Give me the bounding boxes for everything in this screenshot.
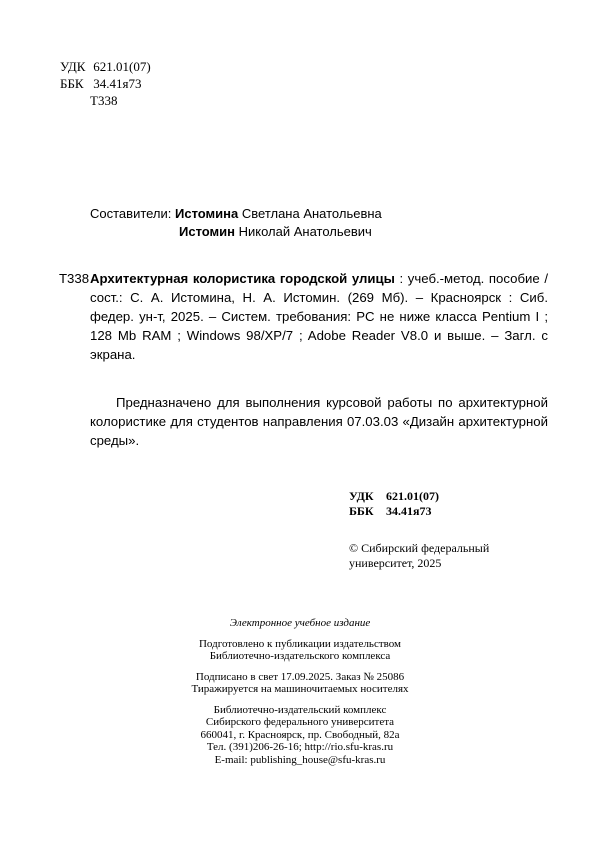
bbk-label: ББК <box>60 76 84 91</box>
compiler1-name: Светлана Анатольевна <box>241 206 382 221</box>
classification-block <box>60 58 151 109</box>
bbk-repeat-label: ББК <box>349 504 374 518</box>
udk-repeat-row <box>349 489 439 504</box>
compilers-label: Составители: <box>90 206 172 221</box>
address-line: 660041, г. Красноярск, пр. Свободный, 82а <box>200 728 400 741</box>
copyright-line-1: © Сибирский федеральный <box>349 541 490 555</box>
compilers-line-1 <box>90 205 382 222</box>
udk-row <box>60 58 151 75</box>
bib-details: : учеб.-метод. пособие / сост.: С. А. Истомина, Н. А. Истомин. (269 Мб). – Красноярск : Сиб. федер. ун-т, 2025. – Систем. требования: PC не ниже класса Pentium I ; 128 Mb RAM ; Windows 98/XP/7 ; Adobe Reader V8.0 и выше. – Загл. с экрана. <box>90 271 548 362</box>
udk-label: УДК <box>60 59 86 74</box>
compiler1-surname: Истомина <box>175 206 239 221</box>
udk-repeat-value: 621.01(07) <box>386 489 439 503</box>
book-title: Архитектурная колористика городской улицы <box>90 271 395 286</box>
copies-line: Тиражируется на машиночитаемых носителях <box>191 683 409 695</box>
bibliographic-description <box>59 269 548 364</box>
copyright-block <box>349 541 489 571</box>
publisher-line-2: Сибирского федерального университета <box>205 716 395 728</box>
author-mark-value: Т338 <box>90 93 118 108</box>
compilers-line-2 <box>179 223 372 240</box>
codes-repeat-block <box>349 489 439 519</box>
prepared-line-2: Библиотечно-издательского комплекса <box>209 650 391 662</box>
bbk-repeat-row <box>349 504 439 519</box>
compiler2-name: Николай Анатольевич <box>238 224 372 239</box>
udk-repeat-label: УДК <box>349 489 374 503</box>
imprint-block <box>160 617 440 766</box>
phone-web-line: Тел. (391)206-26-16; http://rio.sfu-kras.ru <box>206 741 394 753</box>
author-mark <box>60 92 151 109</box>
signed-line: Подписано в свет 17.09.2025. Заказ № 25086 <box>195 670 405 683</box>
bbk-row <box>60 75 151 92</box>
copyright-line-2: университет, 2025 <box>349 556 442 570</box>
udk-value: 621.01(07) <box>93 59 151 74</box>
annotation: Предназначено для выполнения курсовой работы по архитектурной колористике для студентов направления 07.03.03 «Дизайн архитектурной среды». <box>90 395 548 448</box>
bbk-value: 34.41я73 <box>93 76 142 91</box>
publisher-line-1: Библиотечно-издательский комплекс <box>213 703 387 716</box>
bbk-repeat-value: 34.41я73 <box>386 504 432 518</box>
bib-code: Т338 <box>59 271 90 286</box>
email-line: E-mail: publishing_house@sfu-kras.ru <box>214 753 386 766</box>
edition-type: Электронное учебное издание <box>229 617 371 629</box>
compiler2-surname: Истомин <box>179 224 235 239</box>
prepared-line-1: Подготовлено к публикации издательством <box>198 637 402 650</box>
